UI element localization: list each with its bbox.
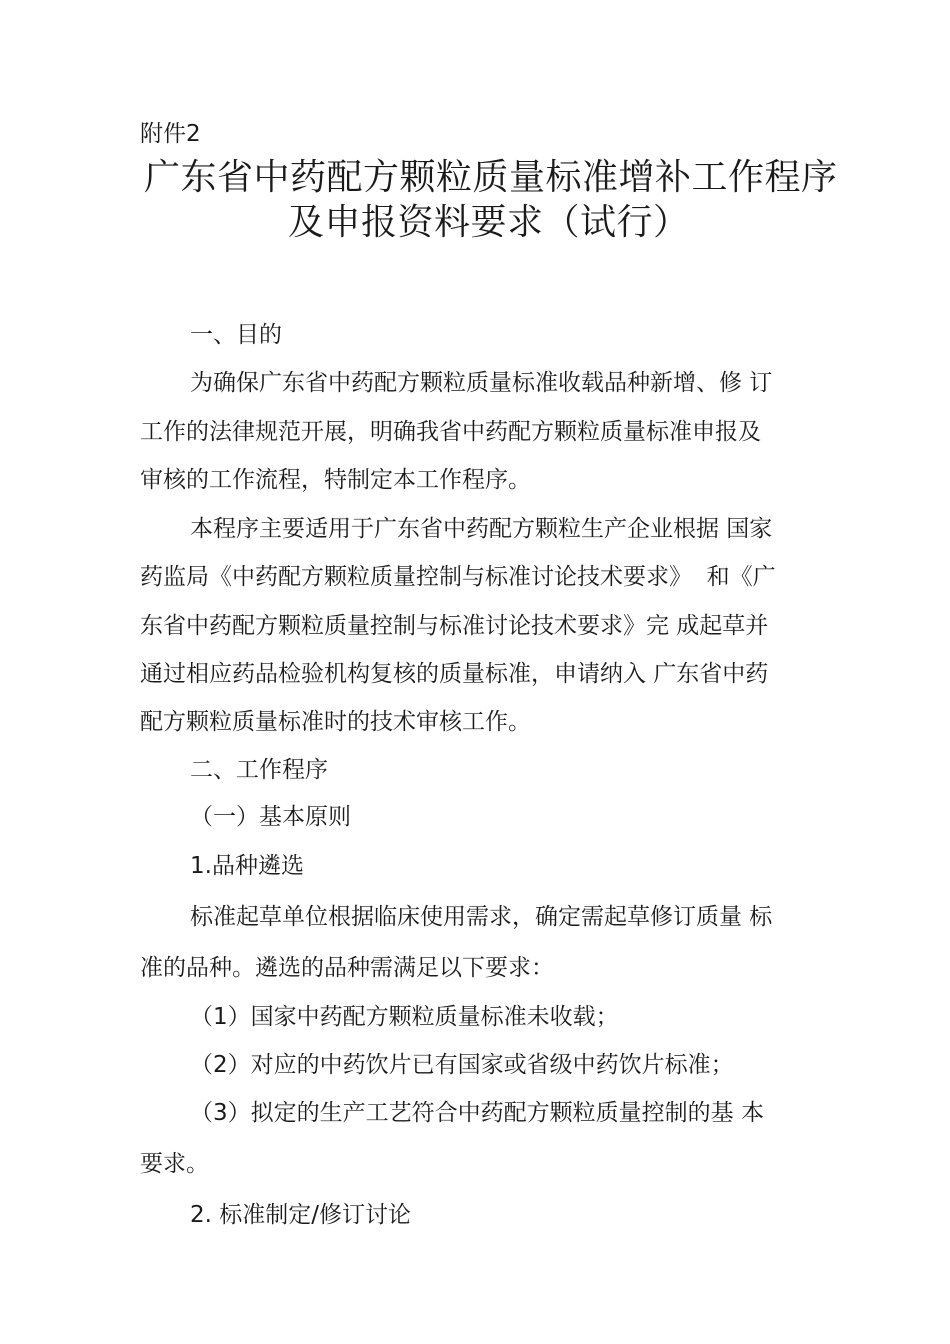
- section-heading-purpose: 一、目的: [190, 322, 282, 348]
- list-item: （1）国家中药配方颗粒质量标准未收载；: [190, 1004, 619, 1030]
- body-line: 药监局《中药配方颗粒质量控制与标准讨论技术要求》 和《广: [140, 564, 776, 590]
- document-title-line-2: 及申报资料要求（试行）: [288, 202, 690, 243]
- body-line: 标准起草单位根据临床使用需求，确定需起草修订质量 标: [190, 904, 773, 930]
- body-line: 为确保广东省中药配方颗粒质量标准收载品种新增、修 订: [190, 370, 773, 396]
- list-item: （3）拟定的生产工艺符合中药配方颗粒质量控制的基 本: [190, 1100, 764, 1126]
- section-heading-procedure: 二、工作程序: [190, 757, 328, 783]
- document-title-line-1: 广东省中药配方颗粒质量标准增补工作程序: [144, 157, 838, 198]
- subsection-heading: （一）基本原则: [190, 804, 351, 830]
- body-line: 审核的工作流程，特制定本工作程序。: [140, 467, 531, 493]
- item-heading: 1.品种遴选: [190, 853, 304, 879]
- body-line: 本程序主要适用于广东省中药配方颗粒生产企业根据 国家: [190, 516, 773, 542]
- body-line: 准的品种。遴选的品种需满足以下要求：: [140, 955, 554, 981]
- body-line: 工作的法律规范开展，明确我省中药配方颗粒质量标准申报及: [140, 419, 761, 445]
- body-line: 配方颗粒质量标准时的技术审核工作。: [140, 709, 531, 735]
- item-heading: 2. 标准制定/修订讨论: [190, 1202, 412, 1228]
- attachment-label: 附件2: [140, 121, 201, 147]
- list-item: （2）对应的中药饮片已有国家或省级中药饮片标准；: [190, 1052, 734, 1078]
- body-line: 东省中药配方颗粒质量控制与标准讨论技术要求》完 成起草并: [140, 613, 769, 639]
- body-line: 要求。: [140, 1151, 209, 1177]
- body-line: 通过相应药品检验机构复核的质量标准，申请纳入 广东省中药: [140, 661, 769, 687]
